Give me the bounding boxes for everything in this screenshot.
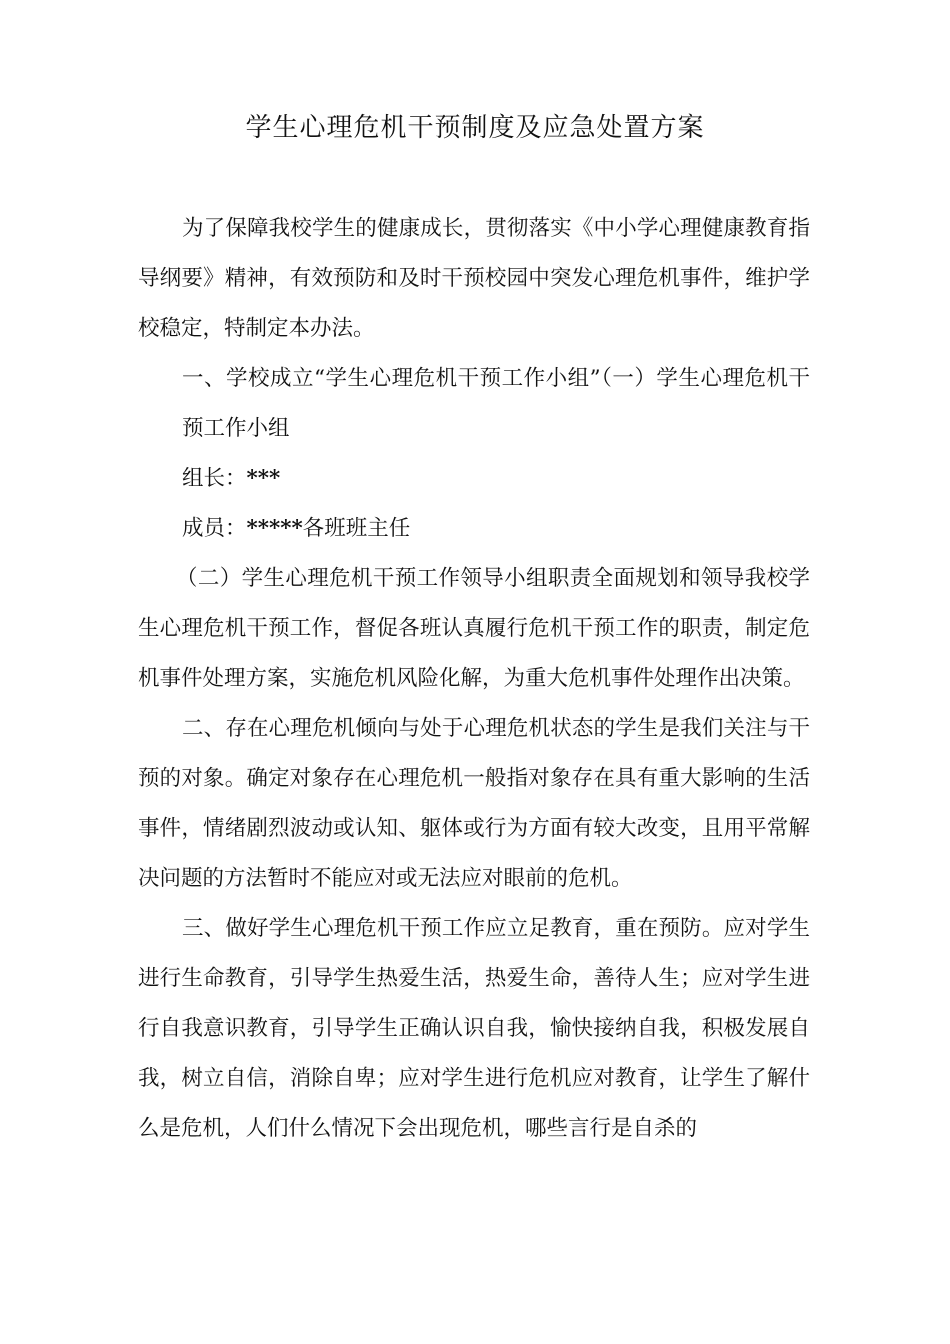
members-stars: ***** — [246, 516, 303, 541]
leader-value: *** — [246, 466, 281, 491]
document-title: 学生心理危机干预制度及应急处置方案 — [245, 113, 705, 143]
section-3-paragraph: 三、做好学生心理危机干预工作应立足教育，重在预防。应对学生进行生命教育，引导学生热爱生活，热爱生命，善待人生；应对学生进行自我意识教育，引导学生正确认识自我，愉快接纳自我，积极发展自我，树立自信，消除自卑；应对学生进行危机应对教育，让学生了解什么是危机，人们什么情况下会出现危机，哪些言行是自杀的 — [138, 916, 810, 1141]
members-label: 成员： — [182, 516, 247, 541]
document-body — [138, 204, 810, 1154]
members-value: 各班班主任 — [302, 516, 411, 541]
leader-line — [138, 454, 810, 504]
leader-label: 组长： — [182, 466, 247, 491]
section-2-paragraph: 二、存在心理危机倾向与处于心理危机状态的学生是我们关注与干预的对象。确定对象存在心理危机一般指对象存在具有重大影响的生活事件，情绪剧烈波动或认知、躯体或行为方面有较大改变，且用平常解决问题的方法暂时不能应对或无法应对眼前的危机。 — [138, 716, 810, 891]
intro-paragraph: 为了保障我校学生的健康成长，贯彻落实《中小学心理健康教育指导纲要》精神，有效预防和及时干预校园中突发心理危机事件，维护学校稳定，特制定本办法。 — [138, 216, 810, 341]
section-1-2-paragraph: （二）学生心理危机干预工作领导小组职责全面规划和领导我校学生心理危机干预工作，督促各班认真履行危机干预工作的职责，制定危机事件处理方案，实施危机风险化解，为重大危机事件处理作出决策。 — [138, 566, 810, 691]
section-1-heading: 一、学校成立“学生心理危机干预工作小组”（一）学生心理危机干预工作小组 — [182, 366, 810, 441]
members-line — [138, 504, 810, 554]
